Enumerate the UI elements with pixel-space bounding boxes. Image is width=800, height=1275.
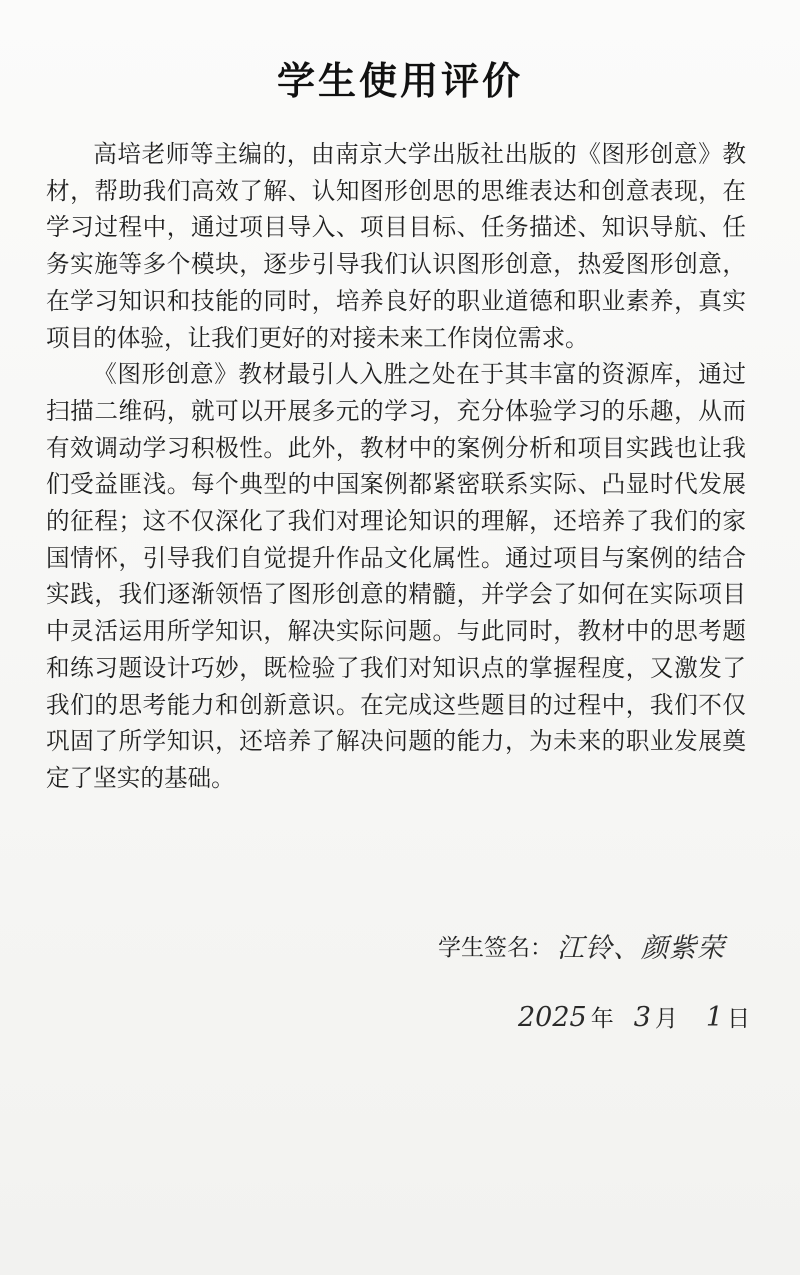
document-body xyxy=(46,136,746,797)
date-month: 3 xyxy=(633,1002,651,1033)
date-month-unit: 月 xyxy=(654,1006,678,1032)
date-line xyxy=(518,1000,750,1044)
date-day: 1 xyxy=(705,1002,724,1033)
paragraph-1: 高培老师等主编的，由南京大学出版社出版的《图形创意》教材，帮助我们高效了解、认知图形创思的思维表达和创意表现，在学习过程中，通过项目导入、项目目标、任务描述、知识导航、任务实施等多个模块，逐步引导我们认识图形创意，热爱图形创意，在学习知识和技能的同时，培养良好的职业道德和职业素养，真实项目的体验，让我们更好的对接未来工作岗位需求。 xyxy=(46,140,746,352)
date-day-unit: 日 xyxy=(727,1006,751,1032)
signature-label: 学生签名： xyxy=(438,934,553,961)
document-title: 学生使用评价 xyxy=(276,59,523,103)
paragraph-2: 《图形创意》教材最引人入胜之处在于其丰富的资源库，通过扫描二维码，就可以开展多元的学习，充分体验学习的乐趣，从而有效调动学习积极性。此外，教材中的案例分析和项目实践也让我们受益匪浅。每个典型的中国案例都紧密联系实际、凸显时代发展的征程；这不仅深化了我们对理论知识的理解，还培养了我们的家国情怀，引导我们自觉提升作品文化属性。通过项目与案例的结合实践，我们逐渐领悟了图形创意的精髓，并学会了如何在实际项目中灵活运用所学知识，解决实际问题。与此同时，教材中的思考题和练习题设计巧妙，既检验了我们对知识点的掌握程度，又激发了我们的思考能力和创新意识。在完成这些题目的过程中，我们不仅巩固了所学知识，还培养了解决问题的能力，为未来的职业发展奠定了坚实的基础。 xyxy=(46,360,746,792)
signature-line xyxy=(438,920,725,970)
date-year-unit: 年 xyxy=(590,1006,614,1032)
handwritten-signature: 江铃、颜紫荣 xyxy=(557,932,725,964)
date-year: 2025 xyxy=(518,1002,587,1033)
